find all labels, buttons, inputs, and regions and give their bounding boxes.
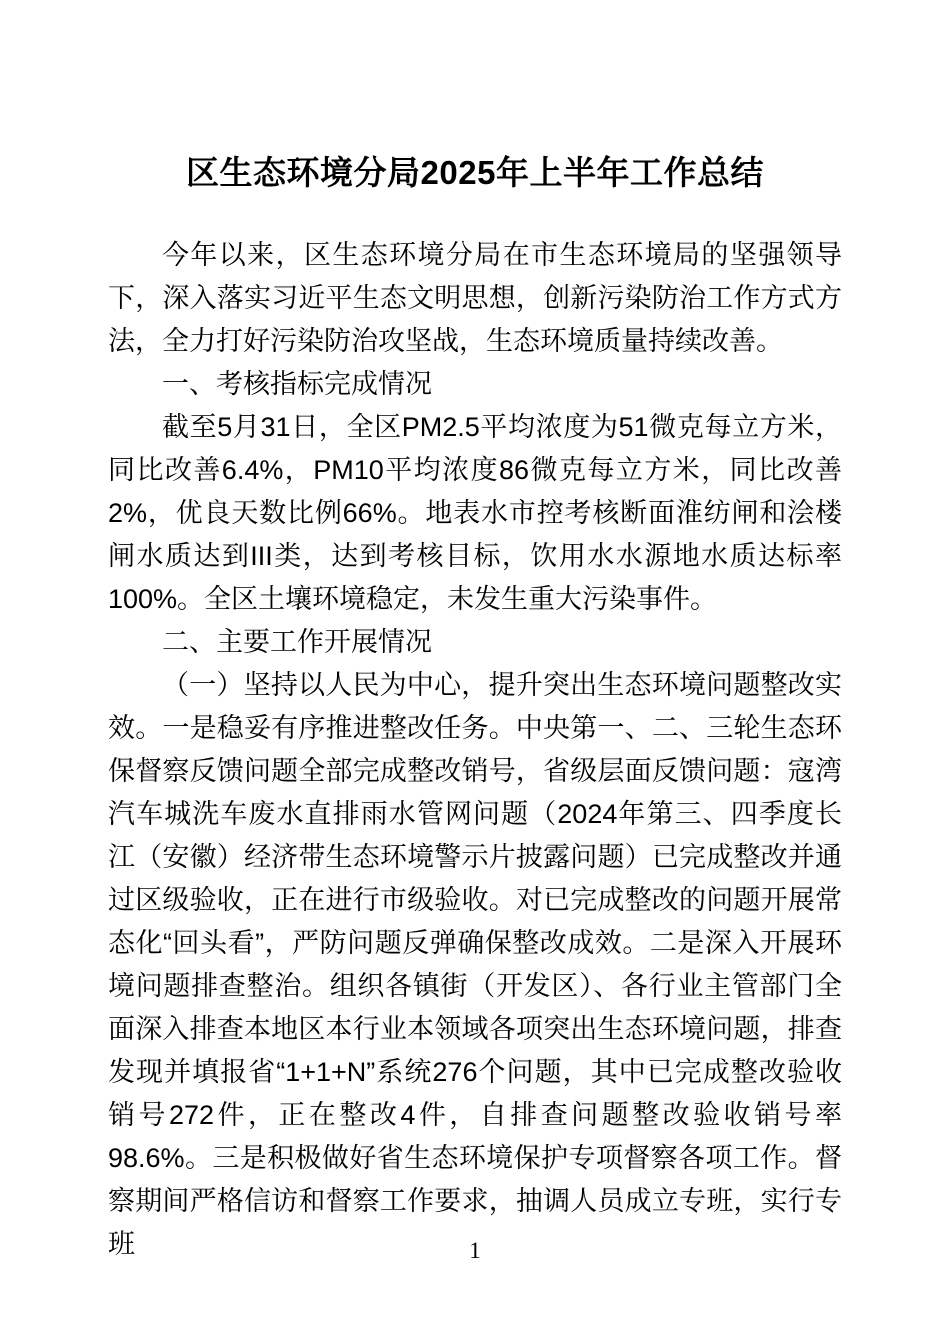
paragraph-intro: 今年以来，区生态环境分局在市生态环境局的坚强领导下，深入落实习近平生态文明思想，创新污染防治工作方式方法，全力打好污染防治攻坚战，生态环境质量持续改善。	[108, 240, 842, 357]
paragraph-indicators: 截至5月31日，全区PM2.5平均浓度为51微克每立方米，同比改善6.4%，PM10平均浓度86微克每立方米，同比改善2%，优良天数比例66%。地表水市控考核断面淮纺闸和浍楼闸水质达到III类，达到考核目标，饮用水水源地水质达标率100%。全区土壤环境稳定，未发生重大污染事件。	[108, 412, 842, 615]
page-title: 区生态环境分局2025年上半年工作总结	[186, 154, 764, 191]
heading-section-one: 一、考核指标完成情况	[162, 369, 432, 400]
paragraph-main-work: （一）坚持以人民为中心，提升突出生态环境问题整改实效。一是稳妥有序推进整改任务。中央第一、二、三轮生态环保督察反馈问题全部完成整改销号，省级层面反馈问题：寇湾汽车城洗车废水直排雨水管网问题（2024年第三、四季度长江（安徽）经济带生态环境警示片披露问题）已完成整改并通过区级验收，正在进行市级验收。对已完成整改的问题开展常态化“回头看”，严防问题反弹确保整改成效。二是深入开展环境问题排查整治。组织各镇街（开发区）、各行业主管部门全面深入排查本地区本行业本领域各项突出生态环境问题，排查发现并填报省“1+1+N”系统276个问题，其中已完成整改验收销号272件，正在整改4件，自排查问题整改验收销号率98.6%。三是积极做好省生态环境保护专项督察各项工作。督察期间严格信访和督察工作要求，抽调人员成立专班，实行专班	[108, 670, 842, 1260]
document-body	[108, 234, 842, 1266]
heading-section-two: 二、主要工作开展情况	[162, 627, 432, 658]
page-number: 1	[469, 1238, 481, 1263]
